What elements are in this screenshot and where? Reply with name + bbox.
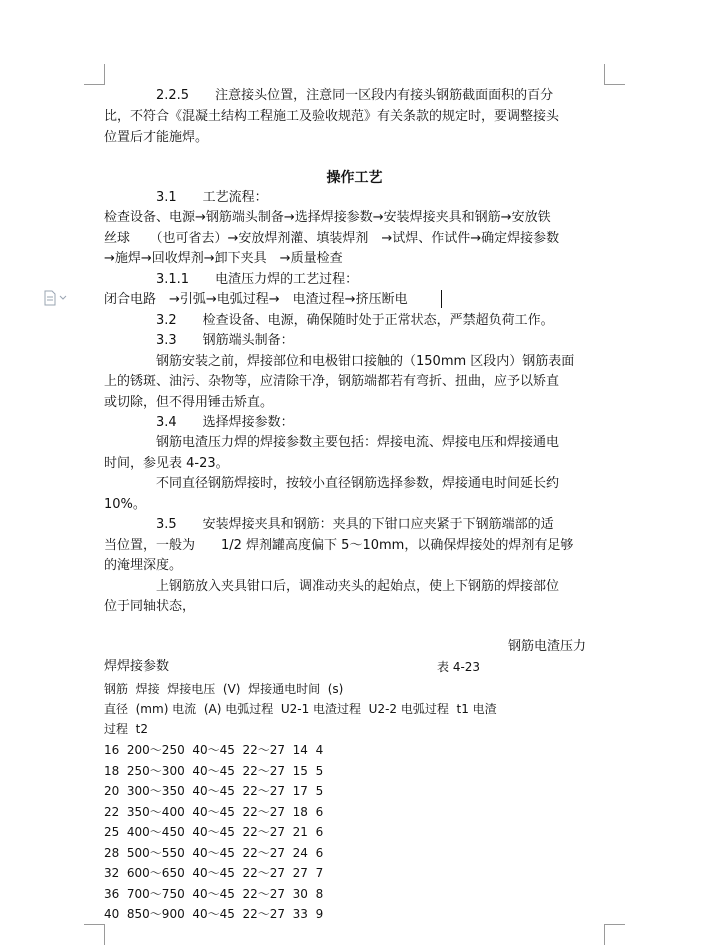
body-line: 闭合电路 →引弧→电弧过程→ 电渣过程→挤压断电 (104, 292, 408, 307)
body-line: 3.3 钢筋端头制备： (104, 333, 294, 348)
body-line: 10%。 (104, 497, 146, 512)
table-row: 16 200～250 40～45 22～27 14 4 (104, 743, 324, 757)
table-row: 22 350～400 40～45 22～27 18 6 (104, 805, 324, 819)
body-line: 时间，参见表 4-23。 (104, 456, 229, 471)
table-row: 36 700～750 40～45 22～27 30 8 (104, 887, 324, 901)
table-row: 18 250～300 40～45 22～27 15 5 (104, 764, 324, 778)
table-header-line: 直径 (mm) 电流 (A) 电弧过程 U2-1 电渣过程 U2-2 电弧过程 t1 电渣 (104, 702, 497, 716)
crop-mark-top-right (604, 64, 625, 85)
document-menu-icon[interactable] (43, 290, 69, 306)
body-line: 3.4 选择焊接参数： (104, 415, 294, 430)
text-cursor (441, 290, 442, 308)
body-line: 的淹埋深度。 (104, 558, 183, 573)
body-line: →施焊→回收焊剂→卸下夹具 →质量检查 (104, 251, 343, 266)
body-line: 上的锈斑、油污、杂物等，应清除干净，钢筋端都若有弯折、扭曲，应予以矫直 (104, 374, 560, 389)
crop-mark-top-left (84, 64, 105, 85)
body-line: 3.5 安装焊接夹具和钢筋：夹具的下钳口应夹紧于下钢筋端部的适 (104, 517, 554, 532)
table-row: 20 300～350 40～45 22～27 17 5 (104, 784, 324, 798)
paragraph-line: 比，不符合《混凝土结构工程施工及验收规范》有关条款的规定时，要调整接头 (104, 109, 560, 124)
body-line: 或切除，但不得用锤击矫直。 (104, 395, 274, 410)
body-line: 不同直径钢筋焊接时，按较小直径钢筋选择参数，焊接通电时间延长约 (104, 476, 560, 491)
paragraph-line: 位置后才能施焊。 (104, 130, 209, 145)
body-line: 检查设备、电源→钢筋端头制备→选择焊接参数→安装焊接夹具和钢筋→安放铁 (104, 210, 551, 225)
table-row: 25 400～450 40～45 22～27 21 6 (104, 825, 324, 839)
table-row: 32 600～650 40～45 22～27 27 7 (104, 866, 324, 880)
crop-mark-bottom-left (84, 924, 105, 945)
paragraph-line: 2.2.5 注意接头位置，注意同一区段内有接头钢筋截面面积的百分 (104, 88, 554, 103)
body-line: 位于同轴状态， (104, 599, 196, 614)
body-line: 当位置，一般为 1/2 焊剂罐高度偏下 5～10mm，以确保焊接处的焊剂有足够 (104, 538, 574, 553)
crop-mark-bottom-right (604, 924, 625, 945)
section-title: 操作工艺 (326, 170, 383, 186)
table-header-line: 钢筋 焊接 焊接电压 (V) 焊接通电时间 (s) (104, 682, 344, 696)
body-line: 上钢筋放入夹具钳口后，调准动夹头的起始点，使上下钢筋的焊接部位 (104, 579, 560, 594)
table-row: 40 850～900 40～45 22～27 33 9 (104, 907, 324, 921)
body-line: 钢筋安装之前，焊接部位和电极钳口接触的（150mm 区段内）钢筋表面 (104, 354, 575, 369)
table-header-line: 过程 t2 (104, 722, 148, 736)
table-number: 表 4-23 (437, 660, 481, 674)
body-line: 3.2 检查设备、电源，确保随时处于正常状态，严禁超负荷工作。 (104, 313, 554, 328)
body-line: 钢筋电渣压力焊的焊接参数主要包括：焊接电流、焊接电压和焊接通电 (104, 435, 560, 450)
table-caption-right: 钢筋电渣压力 (508, 639, 587, 654)
body-line: 3.1 工艺流程： (104, 190, 268, 205)
body-line: 3.1.1 电渣压力焊的工艺过程： (104, 272, 359, 287)
table-row: 28 500～550 40～45 22～27 24 6 (104, 846, 324, 860)
table-caption-left: 焊焊接参数 (104, 659, 170, 674)
body-line: 丝球 （也可省去）→安放焊剂灌、填装焊剂 →试焊、作试件→确定焊接参数 (104, 231, 560, 246)
